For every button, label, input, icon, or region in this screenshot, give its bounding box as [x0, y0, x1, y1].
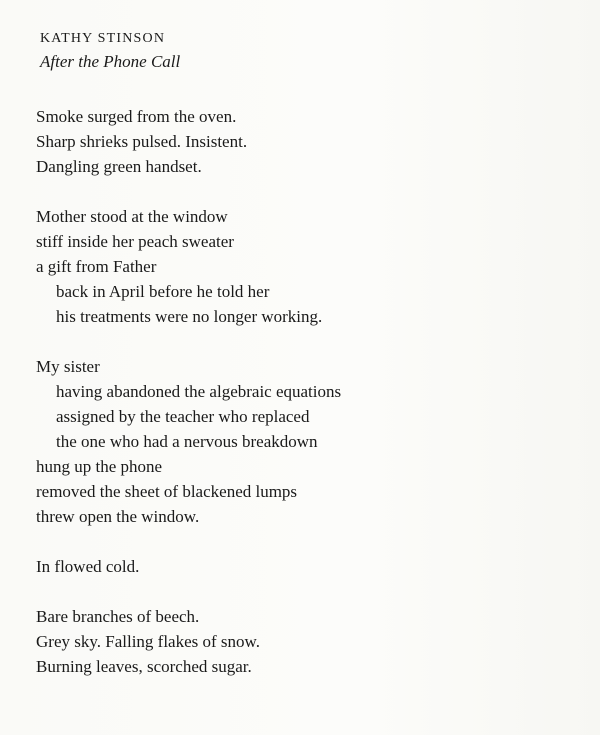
stanza-5 — [36, 604, 576, 679]
poem-line-indented: assigned by the teacher who replaced — [56, 407, 310, 426]
poem-line: Smoke surged from the oven. — [36, 107, 237, 126]
poem-line: Mother stood at the window — [36, 207, 228, 226]
poem-title: After the Phone Call — [40, 52, 181, 71]
stanza-1 — [36, 104, 576, 179]
poem-line: a gift from Father — [36, 257, 157, 276]
stanza-4 — [36, 554, 576, 579]
poem-body — [36, 104, 576, 704]
poem-line-indented: having abandoned the algebraic equations — [56, 382, 342, 401]
poem-author: KATHY STINSON — [40, 31, 166, 46]
poem-line: In flowed cold. — [36, 557, 140, 576]
poem-line-indented: the one who had a nervous breakdown — [56, 432, 318, 451]
poem-line: Burning leaves, scorched sugar. — [36, 657, 252, 676]
poem-line: stiff inside her peach sweater — [36, 232, 234, 251]
poem-line: hung up the phone — [36, 457, 163, 476]
poem-line-indented: back in April before he told her — [56, 282, 270, 301]
poem-line: Bare branches of beech. — [36, 607, 200, 626]
stanza-2 — [36, 204, 576, 329]
poem-line-indented: his treatments were no longer working. — [56, 307, 323, 326]
stanza-3 — [36, 354, 576, 529]
poem-line: Grey sky. Falling flakes of snow. — [36, 632, 260, 651]
poem-line: removed the sheet of blackened lumps — [36, 482, 298, 501]
poem-line: My sister — [36, 357, 100, 376]
poem-line: Sharp shrieks pulsed. Insistent. — [36, 132, 248, 151]
poem-line: Dangling green handset. — [36, 157, 202, 176]
poem-line: threw open the window. — [36, 507, 200, 526]
